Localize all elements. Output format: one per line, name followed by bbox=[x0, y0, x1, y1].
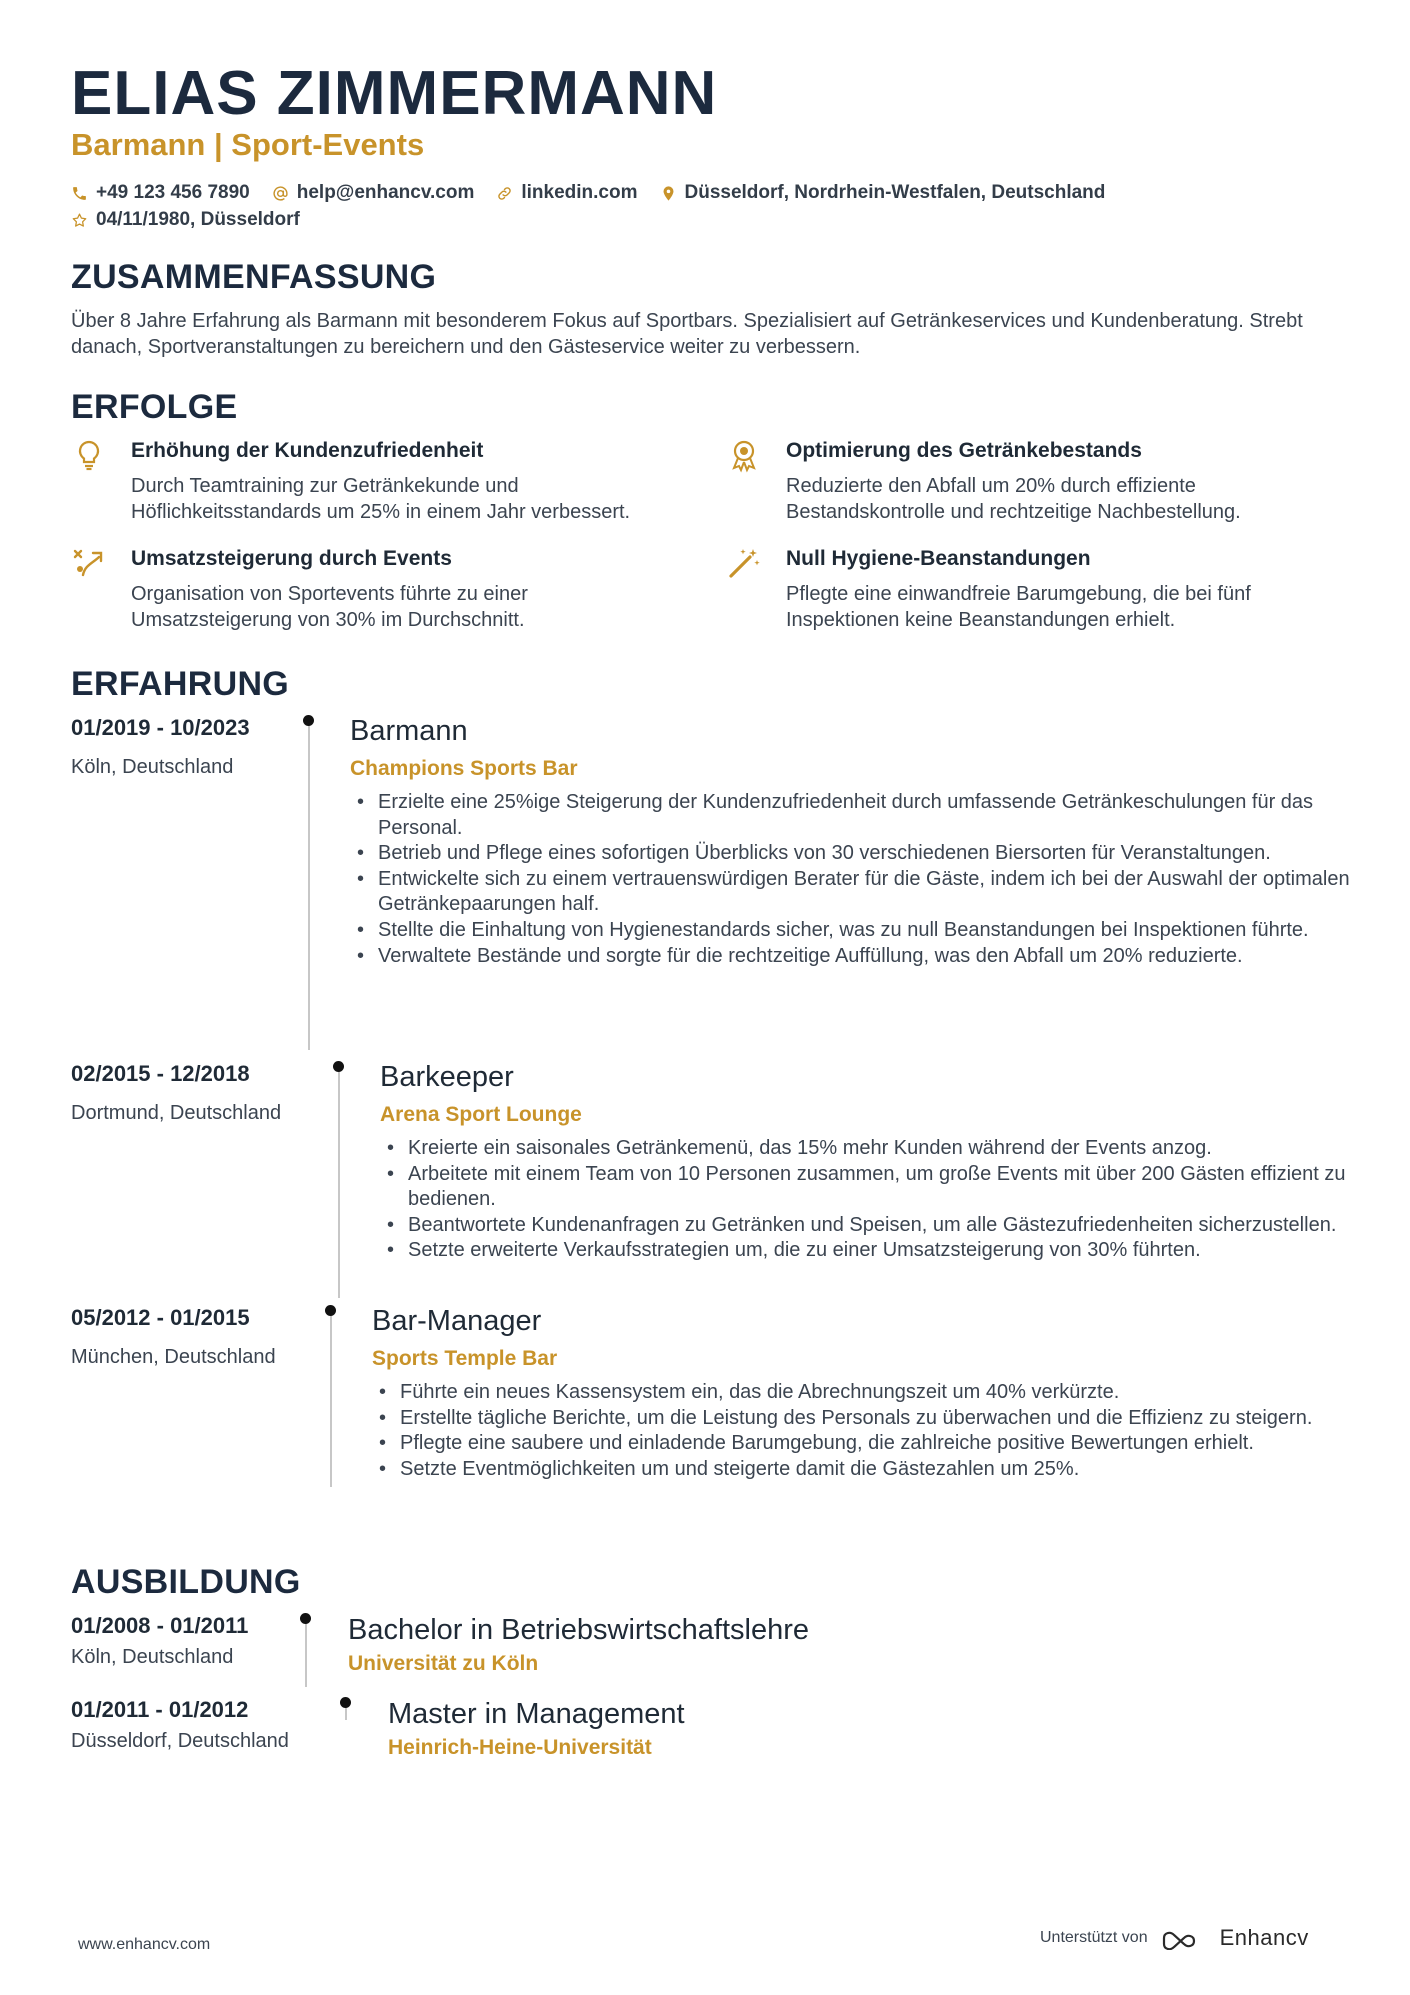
edu-date: 01/2011 - 01/2012 bbox=[71, 1697, 249, 1722]
job-location: Dortmund, Deutschland bbox=[71, 1102, 282, 1124]
job-date: 05/2012 - 01/2015 bbox=[71, 1305, 250, 1330]
at-icon bbox=[272, 185, 289, 202]
achievement-title: Erhöhung der Kundenzufriedenheit bbox=[131, 439, 484, 462]
contact-linkedin[interactable]: linkedin.com bbox=[496, 182, 637, 204]
footer-website[interactable]: www.enhancv.com bbox=[78, 1936, 211, 1953]
achievement-desc: Organisation von Sportevents führte zu einer Umsatzsteigerung von 30% im Durchschnitt. bbox=[131, 583, 528, 631]
edu-date: 01/2008 - 01/2011 bbox=[71, 1613, 249, 1638]
timeline-line bbox=[305, 1620, 307, 1687]
job-bullets bbox=[380, 1136, 1360, 1264]
phone-icon bbox=[71, 185, 88, 202]
job-role: Barkeeper bbox=[380, 1061, 514, 1093]
contact-phone: +49 123 456 7890 bbox=[71, 182, 250, 204]
contact-row-2 bbox=[71, 209, 300, 231]
job-role: Bar-Manager bbox=[372, 1305, 542, 1337]
job-date: 01/2019 - 10/2023 bbox=[71, 715, 250, 740]
achievement-desc: Reduzierte den Abfall um 20% durch effiziente Bestandskontrolle und rechtzeitige Nachbestellung. bbox=[786, 475, 1241, 523]
list-item: • Entwickelte sich zu einem vertrauenswürdigen Berater für die Gäste, indem ich bei der Auswahl der optimalen Getränkepaarungen half. bbox=[350, 867, 1350, 918]
contact-row bbox=[71, 182, 1105, 204]
timeline-dot bbox=[340, 1697, 351, 1708]
achievement-title: Optimierung des Getränkebestands bbox=[786, 439, 1142, 462]
candidate-name: ELIAS ZIMMERMANN bbox=[71, 59, 718, 128]
summary-text: Über 8 Jahre Erfahrung als Barmann mit besonderem Fokus auf Sportbars. Spezialisiert auf Getränkeservices und Kundenberatung. Strebt danach, Sportveranstaltungen zu bereichern und den Gästeservice weiter zu verbessern. bbox=[71, 310, 1303, 358]
timeline-dot bbox=[303, 715, 314, 726]
list-item: • Verwaltete Bestände und sorgte für die rechtzeitige Auffüllung, was den Abfall um 20% reduzierte. bbox=[350, 944, 1350, 970]
job-company: Sports Temple Bar bbox=[372, 1347, 558, 1370]
job-bullets bbox=[372, 1380, 1362, 1482]
list-item: • Pflegte eine saubere und einladende Barumgebung, die zahlreiche positive Bewertungen erhielt. bbox=[372, 1431, 1362, 1457]
timeline-line bbox=[330, 1312, 332, 1487]
edu-degree: Master in Management bbox=[388, 1698, 685, 1730]
list-item: • Beantwortete Kundenanfragen zu Getränken und Speisen, um alle Gästezufriedenheiten sicherzustellen. bbox=[380, 1213, 1360, 1239]
achievements-heading: ERFOLGE bbox=[71, 388, 238, 426]
footer-branding bbox=[1040, 1925, 1309, 1951]
list-item: • Arbeitete mit einem Team von 10 Personen zusammen, um große Events mit über 200 Gästen effizient zu bedienen. bbox=[380, 1162, 1360, 1213]
pin-icon bbox=[660, 185, 677, 202]
achievement-desc: Pflegte eine einwandfreie Barumgebung, die bei fünf Inspektionen keine Beanstandungen erhielt. bbox=[786, 583, 1251, 631]
contact-location: Düsseldorf, Nordrhein-Westfalen, Deutschland bbox=[660, 182, 1106, 204]
list-item: • Kreierte ein saisonales Getränkemenü, das 15% mehr Kunden während der Events anzog. bbox=[380, 1136, 1360, 1162]
edu-school: Heinrich-Heine-Universität bbox=[388, 1736, 652, 1759]
achievement-title: Null Hygiene-Beanstandungen bbox=[786, 547, 1091, 570]
achievement-desc: Durch Teamtraining zur Getränkekunde und Höflichkeitsstandards um 25% in einem Jahr verbessert. bbox=[131, 475, 631, 523]
lightbulb-icon bbox=[71, 437, 107, 473]
timeline-dot bbox=[325, 1305, 336, 1316]
experience-heading: ERFAHRUNG bbox=[71, 665, 290, 703]
list-item: • Betrieb und Pflege eines sofortigen Überblicks von 30 verschiedenen Biersorten für Veranstaltungen. bbox=[350, 841, 1350, 867]
list-item: • Setzte Eventmöglichkeiten um und steigerte damit die Gästezahlen um 25%. bbox=[372, 1457, 1362, 1483]
magic-wand-icon bbox=[726, 545, 762, 581]
edu-school: Universität zu Köln bbox=[348, 1652, 539, 1675]
link-icon bbox=[496, 185, 513, 202]
list-item: • Setzte erweiterte Verkaufsstrategien um, die zu einer Umsatzsteigerung von 30% führten. bbox=[380, 1238, 1360, 1264]
enhancv-logo-icon bbox=[1160, 1926, 1208, 1950]
summary-heading: ZUSAMMENFASSUNG bbox=[71, 258, 437, 296]
contact-birth: 04/11/1980, Düsseldorf bbox=[71, 209, 300, 231]
contact-email[interactable]: help@enhancv.com bbox=[272, 182, 475, 204]
list-item: • Erzielte eine 25%ige Steigerung der Kundenzufriedenheit durch umfassende Getränkeschulungen für das Personal. bbox=[350, 790, 1350, 841]
list-item: • Stellte die Einhaltung von Hygienestandards sicher, was zu null Beanstandungen bei Inspektionen führte. bbox=[350, 918, 1350, 944]
brand-name: Enhancv bbox=[1219, 1925, 1309, 1950]
job-location: Köln, Deutschland bbox=[71, 756, 234, 778]
timeline-line bbox=[338, 1068, 340, 1298]
job-date: 02/2015 - 12/2018 bbox=[71, 1061, 250, 1086]
edu-degree: Bachelor in Betriebswirtschaftslehre bbox=[348, 1614, 809, 1646]
education-heading: AUSBILDUNG bbox=[71, 1563, 301, 1601]
edu-location: Köln, Deutschland bbox=[71, 1646, 234, 1668]
list-item: • Führte ein neues Kassensystem ein, das die Abrechnungszeit um 40% verkürzte. bbox=[372, 1380, 1362, 1406]
job-bullets bbox=[350, 790, 1350, 969]
job-company: Arena Sport Lounge bbox=[380, 1103, 582, 1126]
star-icon bbox=[71, 212, 88, 229]
job-company: Champions Sports Bar bbox=[350, 757, 578, 780]
job-role: Barmann bbox=[350, 715, 468, 747]
timeline-line bbox=[308, 722, 310, 1050]
achievement-title: Umsatzsteigerung durch Events bbox=[131, 547, 452, 570]
timeline-dot bbox=[333, 1061, 344, 1072]
candidate-title: Barmann | Sport-Events bbox=[71, 127, 425, 162]
edu-location: Düsseldorf, Deutschland bbox=[71, 1730, 289, 1752]
job-location: München, Deutschland bbox=[71, 1346, 276, 1368]
timeline-dot bbox=[300, 1613, 311, 1624]
powered-by-text: Unterstützt von bbox=[1040, 1929, 1148, 1946]
list-item: • Erstellte tägliche Berichte, um die Leistung des Personals zu überwachen und die Effizienz zu steigern. bbox=[372, 1406, 1362, 1432]
award-icon bbox=[726, 437, 762, 473]
strategy-icon bbox=[71, 545, 107, 581]
